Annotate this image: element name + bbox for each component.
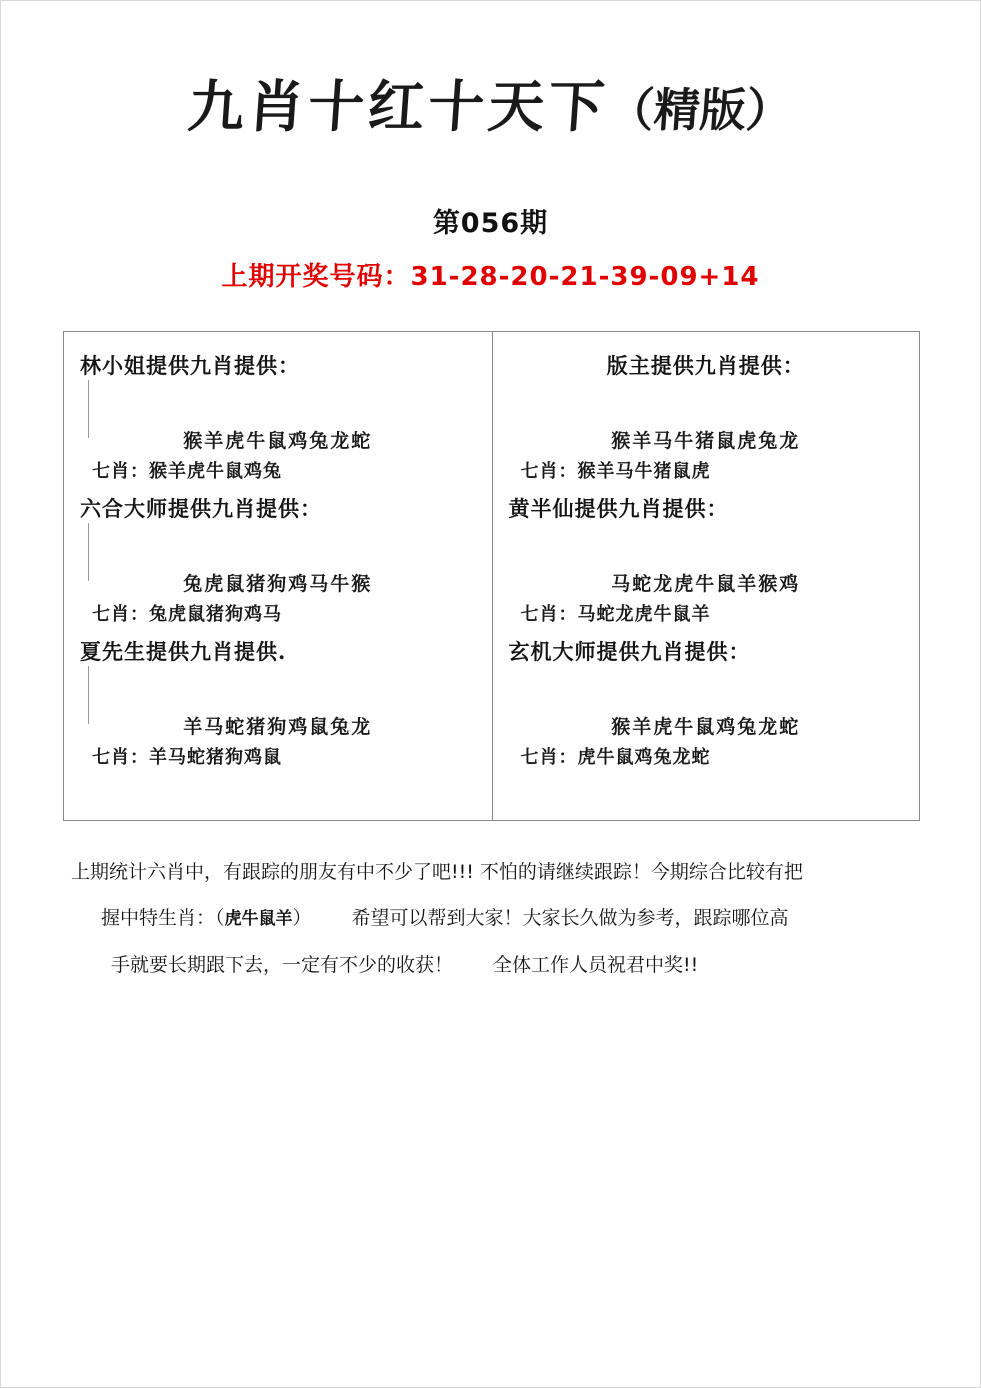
footer-line-3-a: 手就要长期跟下去，一定有不少的收获！ xyxy=(111,954,454,976)
seven-animals: 七肖：马蛇龙虎牛鼠羊 xyxy=(520,604,711,625)
nine-animals: 马蛇龙虎牛鼠羊猴鸡 xyxy=(611,573,801,595)
prediction-block xyxy=(509,493,904,626)
footer-line-2 xyxy=(71,895,916,942)
last-draw-numbers: 上期开奖号码：31-28-20-21-39-09+14 xyxy=(221,262,760,292)
footer-line-3-b: 全体工作人员祝君中奖!! xyxy=(493,954,699,976)
masthead-suffix: （精版） xyxy=(606,83,794,137)
nine-animals: 兔虎鼠猪狗鸡马牛猴 xyxy=(183,573,373,595)
prediction-block xyxy=(80,493,476,626)
footer-line-3 xyxy=(71,942,916,988)
nine-animals: 猴羊马牛猪鼠虎兔龙 xyxy=(611,430,801,452)
seven-animals: 七肖：虎牛鼠鸡兔龙蛇 xyxy=(520,747,711,768)
prediction-block xyxy=(509,350,904,483)
seven-animals: 七肖：猴羊马牛猪鼠虎 xyxy=(520,461,711,482)
prediction-block xyxy=(80,636,476,769)
divider-tick xyxy=(88,666,89,724)
footer-line-2-c: 希望可以帮到大家！大家长久做为参考，跟踪哪位高 xyxy=(351,907,789,929)
prediction-block xyxy=(509,636,904,769)
footer-line-2-b: ） xyxy=(292,907,312,929)
footer-line-2-a: 握中特生肖：（ xyxy=(101,907,225,929)
prediction-block xyxy=(80,350,476,483)
footer-highlight-animals: 虎牛鼠羊 xyxy=(224,909,293,929)
divider-tick xyxy=(88,380,89,438)
block-title: 版主提供九肖提供： xyxy=(606,353,805,378)
seven-animals: 七肖：猴羊虎牛鼠鸡兔 xyxy=(92,461,282,482)
masthead-main: 九肖十红十天下 xyxy=(185,74,611,140)
divider-tick xyxy=(88,523,89,581)
seven-animals: 七肖：兔虎鼠猪狗鸡马 xyxy=(92,604,282,625)
block-title: 林小姐提供九肖提供： xyxy=(80,353,300,378)
nine-animals: 猴羊虎牛鼠鸡兔龙蛇 xyxy=(611,716,801,738)
block-title: 玄机大师提供九肖提供： xyxy=(508,639,751,664)
footer-note xyxy=(71,849,916,988)
block-title: 黄半仙提供九肖提供： xyxy=(508,496,729,521)
right-column xyxy=(492,331,921,821)
nine-animals: 猴羊虎牛鼠鸡兔龙蛇 xyxy=(183,430,373,452)
footer-line-1: 上期统计六肖中，有跟踪的朋友有中不少了吧!!! 不怕的请继续跟踪！今期综合比较有把 xyxy=(71,861,803,883)
block-title: 夏先生提供九肖提供. xyxy=(80,639,287,664)
predictions-table xyxy=(63,331,920,821)
issue-number: 第056期 xyxy=(432,208,549,239)
seven-animals: 七肖：羊马蛇猪狗鸡鼠 xyxy=(92,747,282,768)
page-title xyxy=(0,63,981,143)
block-title: 六合大师提供九肖提供： xyxy=(80,496,322,521)
left-column xyxy=(63,331,492,821)
nine-animals: 羊马蛇猪狗鸡鼠兔龙 xyxy=(183,716,373,738)
